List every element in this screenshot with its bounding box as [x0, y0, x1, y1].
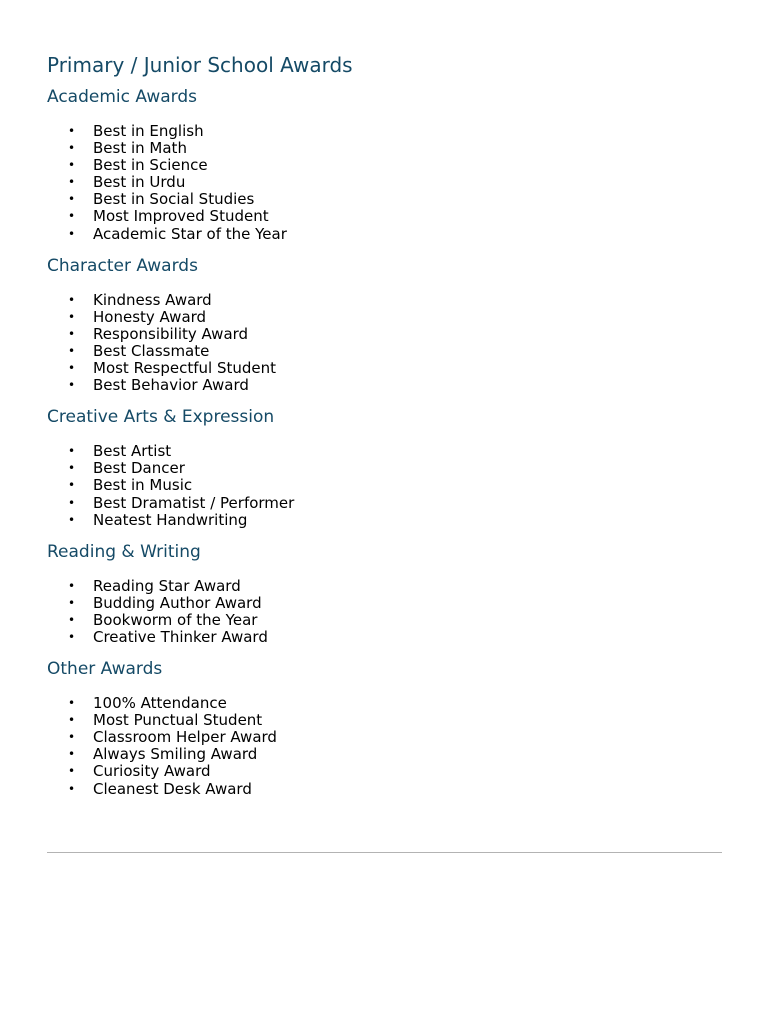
award-item-label: Classroom Helper Award: [93, 728, 277, 747]
award-item-label: Neatest Handwriting: [93, 510, 248, 529]
award-section: [47, 254, 722, 395]
list-item: [47, 712, 722, 729]
bullet-icon: •: [68, 495, 76, 510]
bullet-icon: •: [68, 158, 76, 173]
bullet-icon: •: [68, 361, 76, 376]
award-item-label: Budding Author Award: [93, 593, 262, 612]
award-list: [47, 292, 722, 395]
award-section: [47, 405, 722, 528]
list-item: [47, 495, 722, 512]
section-heading: Creative Arts & Expression: [47, 407, 275, 428]
list-item: [47, 174, 722, 191]
list-item: [47, 460, 722, 477]
award-item-label: 100% Attendance: [93, 694, 227, 713]
award-section: [47, 540, 722, 646]
award-item-label: Best Behavior Award: [93, 376, 249, 395]
list-item: [47, 781, 722, 798]
bullet-icon: •: [68, 226, 76, 241]
section-heading: Reading & Writing: [47, 541, 201, 562]
list-item: [47, 292, 722, 309]
award-item-label: Curiosity Award: [93, 762, 211, 781]
list-item: [47, 695, 722, 712]
award-item-label: Always Smiling Award: [93, 745, 258, 764]
award-section: [47, 85, 722, 243]
award-list: [47, 578, 722, 646]
award-list: [47, 443, 722, 528]
bullet-icon: •: [68, 578, 76, 593]
document-page: [47, 51, 722, 798]
list-item: [47, 477, 722, 494]
award-list: [47, 123, 722, 243]
bullet-icon: •: [68, 175, 76, 190]
bullet-icon: •: [68, 747, 76, 762]
bullet-icon: •: [68, 292, 76, 307]
award-sections: [47, 85, 722, 798]
list-item: [47, 512, 722, 529]
bullet-icon: •: [68, 192, 76, 207]
bullet-icon: •: [68, 309, 76, 324]
bullet-icon: •: [68, 764, 76, 779]
list-item: [47, 578, 722, 595]
bullet-icon: •: [68, 209, 76, 224]
list-item: [47, 140, 722, 157]
bullet-icon: •: [68, 461, 76, 476]
bullet-icon: •: [68, 730, 76, 745]
award-item-label: Most Improved Student: [93, 207, 269, 226]
award-item-label: Most Punctual Student: [93, 711, 263, 730]
list-item: [47, 360, 722, 377]
bullet-icon: •: [68, 444, 76, 459]
bullet-icon: •: [68, 595, 76, 610]
award-item-label: Best in English: [93, 122, 204, 140]
award-section: [47, 657, 722, 798]
list-item: [47, 123, 722, 140]
list-item: [47, 157, 722, 174]
bullet-icon: •: [68, 343, 76, 358]
bullet-icon: •: [68, 781, 76, 796]
award-item-label: Best in Urdu: [93, 173, 186, 192]
bullet-icon: •: [68, 512, 76, 527]
list-item: [47, 629, 722, 646]
list-item: [47, 763, 722, 780]
list-item: [47, 226, 722, 243]
list-item: [47, 595, 722, 612]
award-item-label: Cleanest Desk Award: [93, 779, 252, 798]
list-item: [47, 309, 722, 326]
list-item: [47, 343, 722, 360]
award-item-label: Best in Science: [93, 156, 208, 175]
bullet-icon: •: [68, 326, 76, 341]
list-item: [47, 612, 722, 629]
bullet-icon: •: [68, 124, 76, 138]
list-item: [47, 377, 722, 394]
award-item-label: Reading Star Award: [93, 576, 241, 595]
award-item-label: Best Classmate: [93, 341, 210, 360]
award-item-label: Best Dancer: [93, 459, 185, 478]
section-heading: Character Awards: [47, 255, 198, 276]
award-item-label: Most Respectful Student: [93, 359, 277, 378]
list-item: [47, 746, 722, 763]
list-item: [47, 443, 722, 460]
award-item-label: Responsibility Award: [93, 324, 249, 343]
award-item-label: Academic Star of the Year: [93, 224, 287, 243]
award-item-label: Kindness Award: [93, 290, 212, 309]
page-title: Primary / Junior School Awards: [47, 53, 353, 77]
award-item-label: Bookworm of the Year: [93, 610, 258, 629]
award-item-label: Honesty Award: [93, 307, 207, 326]
list-item: [47, 208, 722, 225]
bullet-icon: •: [68, 141, 76, 156]
award-item-label: Best in Math: [93, 139, 187, 158]
bullet-icon: •: [68, 629, 76, 644]
list-item: [47, 326, 722, 343]
list-item: [47, 191, 722, 208]
bullet-icon: •: [68, 696, 76, 711]
award-item-label: Best Dramatist / Performer: [93, 493, 295, 512]
bullet-icon: •: [68, 478, 76, 493]
section-heading: Academic Awards: [47, 87, 197, 107]
bullet-icon: •: [68, 713, 76, 728]
award-item-label: Best in Social Studies: [93, 190, 255, 209]
horizontal-divider: [47, 852, 722, 853]
award-item-label: Best Artist: [93, 442, 172, 461]
section-heading: Other Awards: [47, 659, 163, 680]
list-item: [47, 729, 722, 746]
award-list: [47, 695, 722, 798]
bullet-icon: •: [68, 612, 76, 627]
award-item-label: Best in Music: [93, 476, 193, 495]
bullet-icon: •: [68, 378, 76, 393]
award-item-label: Creative Thinker Award: [93, 627, 268, 646]
